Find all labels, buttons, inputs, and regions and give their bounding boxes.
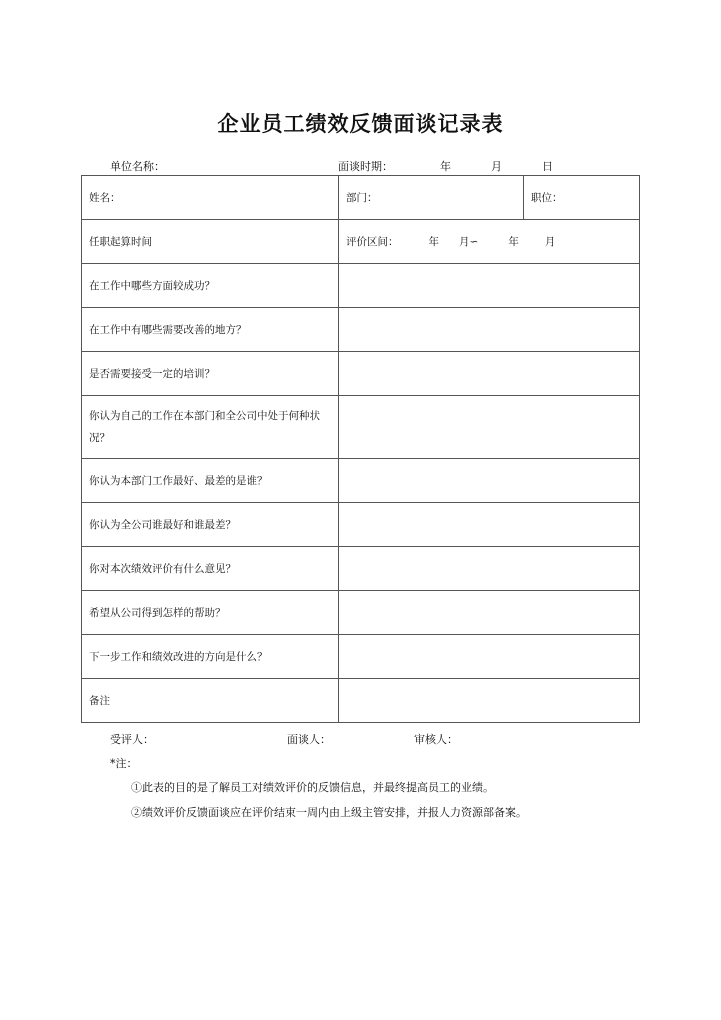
answer-field[interactable] xyxy=(339,635,640,679)
note-item: ②绩效评价反馈面谈应在评价结束一周内由上级主管安排，并报人力资源部备案。 xyxy=(131,806,527,819)
start-date-field[interactable] xyxy=(82,220,339,264)
table-row xyxy=(82,220,640,264)
date-month-label: 月 xyxy=(491,160,502,173)
table-row xyxy=(82,308,640,352)
date-year-label: 年 xyxy=(440,160,451,173)
remarks-label: 备注 xyxy=(82,679,339,723)
answer-field[interactable] xyxy=(339,547,640,591)
position-label: 职位： xyxy=(531,192,563,204)
question-label: 是否需要接受一定的培训？ xyxy=(82,352,339,396)
table-row xyxy=(82,176,640,220)
period-month-2: 月 xyxy=(544,236,556,248)
remarks-field[interactable] xyxy=(339,679,640,723)
position-field[interactable] xyxy=(524,176,640,220)
table-row xyxy=(82,503,640,547)
unit-name-label: 单位名称： xyxy=(110,160,165,173)
answer-field[interactable] xyxy=(339,396,640,459)
table-row xyxy=(82,679,640,723)
answer-field[interactable] xyxy=(339,264,640,308)
question-label: 在工作中哪些方面较成功？ xyxy=(82,264,339,308)
question-label: 下一步工作和绩效改进的方向是什么？ xyxy=(82,635,339,679)
page-title: 企业员工绩效反馈面谈记录表 xyxy=(217,111,504,136)
notes-heading: *注： xyxy=(110,757,138,770)
interview-date-label: 面谈时期： xyxy=(338,160,393,173)
answer-field[interactable] xyxy=(339,591,640,635)
note-item: ①此表的目的是了解员工对绩效评价的反馈信息，并最终提高员工的业绩。 xyxy=(131,781,494,794)
question-label: 希望从公司得到怎样的帮助？ xyxy=(82,591,339,635)
employee-name-label: 姓名： xyxy=(89,192,121,204)
period-year-1: 年 xyxy=(428,236,439,248)
approver-signature-label: 审核人： xyxy=(414,733,458,746)
question-label: 你认为本部门工作最好、最差的是谁？ xyxy=(82,459,339,503)
question-label: 你对本次绩效评价有什么意见？ xyxy=(82,547,339,591)
table-row xyxy=(82,264,640,308)
feedback-form-table xyxy=(81,175,640,723)
evaluation-period-label: 评价区间： xyxy=(346,236,399,248)
department-field[interactable] xyxy=(339,176,524,220)
answer-field[interactable] xyxy=(339,308,640,352)
start-date-label: 任职起算时间 xyxy=(89,236,152,248)
period-month-1: 月∽ xyxy=(459,236,479,248)
table-row xyxy=(82,547,640,591)
table-row xyxy=(82,352,640,396)
department-label: 部门： xyxy=(346,192,378,204)
answer-field[interactable] xyxy=(339,503,640,547)
evaluation-period-field[interactable] xyxy=(339,220,640,264)
employee-name-field[interactable] xyxy=(82,176,339,220)
answer-field[interactable] xyxy=(339,459,640,503)
table-row xyxy=(82,396,640,459)
period-year-2: 年 xyxy=(508,236,519,248)
reviewee-signature-label: 受评人： xyxy=(110,733,154,746)
interviewer-signature-label: 面谈人： xyxy=(287,733,331,746)
question-label: 你认为自己的工作在本部门和全公司中处于何种状况？ xyxy=(82,396,339,459)
table-row xyxy=(82,459,640,503)
answer-field[interactable] xyxy=(339,352,640,396)
date-day-label: 日 xyxy=(542,160,553,173)
question-label: 在工作中有哪些需要改善的地方？ xyxy=(82,308,339,352)
question-label: 你认为全公司谁最好和谁最差？ xyxy=(82,503,339,547)
table-row xyxy=(82,635,640,679)
table-row xyxy=(82,591,640,635)
